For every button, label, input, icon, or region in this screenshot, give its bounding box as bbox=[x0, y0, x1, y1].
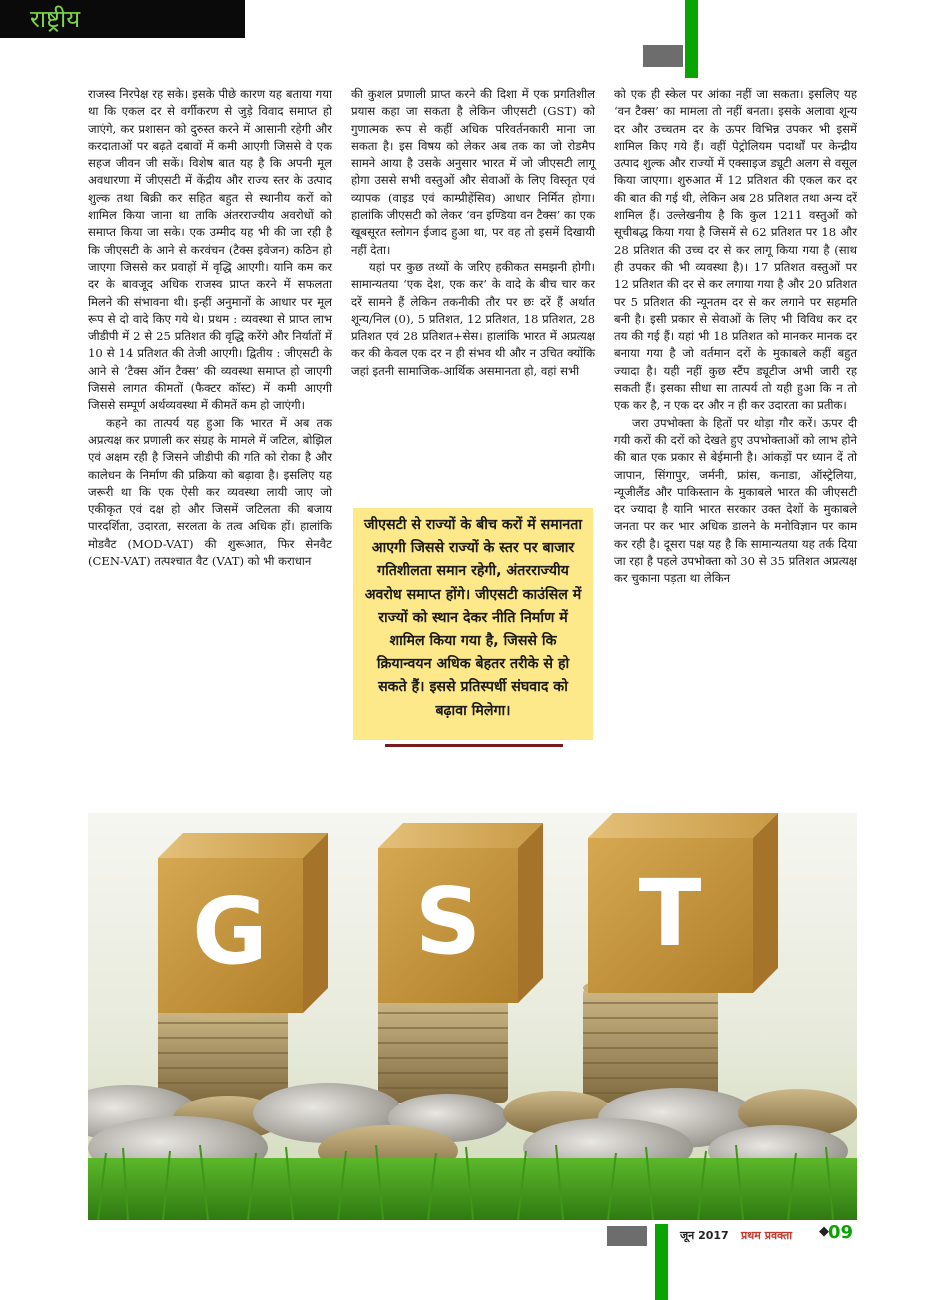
paragraph: कहने का तात्पर्य यह हुआ कि भारत में अब तक अप्रत्यक्ष कर प्रणाली कर संग्रह के मामले में जटिल, बोझिल एवं अक्षम रही है जिसने जीडीपी की गति को रोका है और कालेधन के निर्माण की प्रक्रिया को बढ़ावा है। इसलिए यह जरूरी था कि एक ऐसी कर व्यवस्था लायी जाए जो एकीकृत एवं दक्ष हो और जिसमें जटिलता की बजाय पारदर्शिता, उदारता, सरलता के तत्व अधिक हों। हालांकि मोडवैट (MOD-VAT) की शुरूआत, फिर सेनवैट (CEN-VAT) तत्पश्चात वैट (VAT) को भी कराधान bbox=[88, 415, 332, 569]
issue-date: जून 2017 bbox=[680, 1229, 729, 1242]
block-g bbox=[158, 833, 328, 1013]
paragraph: को एक ही स्केल पर आंका नहीं जा सकता। इसलिए यह ‘वन टैक्स’ का मामला तो नहीं बनता। इसके अलावा शून्य दर और उच्चतम दर के ऊपर विभिन्न उपकर भी इसमें शामिल किए गये हैं। वहीं पेट्रोलियम पदार्थों पर केन्द्रीय उत्पाद शुल्क और राज्यों में एक्साइज ड्यूटी अलग से वसूल किया जाएगा। शुरुआत में 12 प्रतिशत की एकल कर दर की बात की गई थी, लेकिन अब 28 प्रतिशत तथा अन्य दरें शामिल हैं। उल्लेखनीय है कि कुल 1211 वस्तुओं को सूचीबद्ध किया गया है जिसमें से 62 प्रतिशत पर 18 और 28 प्रतिशत की उच्च दर से कर लागू किया गया है (साथ ही उपकर की भी व्यवस्था है)। 17 प्रतिशत वस्तुओं पर 12 प्रतिशत की दर से कर लगाया गया है और 20 प्रतिशत पर 5 प्रतिशत की न्यूनतम दर से कर लगाने पर सहमति बनी है। इसी प्रकार से सेवाओं के लिए भी विविध कर दर तय की गई हैं। यहां भी 18 प्रतिशत को मानकर मानक दर बनाया गया है जो वर्तमान दरों के मुकाबले कहीं बहुत ज्यादा है। यही नहीं कुछ स्टैंप ड्यूटीज अभी जारी रह सकती हैं। इसका सीधा सा तात्पर्य तो यही हुआ कि न तो एक कर है, न एक दर और न ही कर उदारता का प्रतीक। bbox=[614, 87, 857, 413]
block-t bbox=[588, 813, 778, 993]
coin-stack-right bbox=[583, 976, 718, 1103]
top-grey-block bbox=[643, 45, 683, 67]
pull-quote-rule bbox=[385, 744, 563, 747]
section-label: राष्ट्रीय bbox=[0, 0, 245, 38]
article-column-1 bbox=[88, 86, 332, 570]
article-column-3 bbox=[614, 86, 857, 588]
paragraph: राजस्व निरपेक्ष रह सके। इसके पीछे कारण यह बताया गया था कि एकल दर से वर्गीकरण से जुड़े विवाद समाप्त हो जाएंगे, कर प्रशासन को दुरुस्त करने में आसानी रहेगी और करदाताओं पर बढ़ते दबावों में कमी आएगी जिससे वे एक सहज जीवन जी सकें। विशेष बात यह है कि अपनी मूल अवधारणा में जीएसटी में केंद्रीय और राज्य स्तर के उत्पाद शुल्क तथा बिक्री कर सहित बहुत से स्थानीय करों को शामिल किया जाना था ताकि अंतरराज्यीय अवरोधों को समाप्त किया जा सके। एक उम्मीद यह भी की जा रही है कि जीएसटी के आने से करवंचन (टैक्स इवेजन) कठिन हो जाएगा जिससे कर प्रवाहों में वृद्धि आएगी। यानि कम कर दर के बावजूद अधिक राजस्व प्राप्त करने में सफलता मिलने की संभावना थी। इन्हीं अनुमानों के आधार पर मूल रूप से दो वादे किए गये थे। प्रथम : व्यवस्था से प्राप्त लाभ जीडीपी में 2 से 25 प्रतिशत की वृद्धि करेंगे और निर्यातों में 10 से 14 प्रतिशत की तेजी आएगी। द्वितीय : जीएसटी के आने से ‘टैक्स ऑन टैक्स’ की व्यवस्था समाप्त हो जाएगी जिससे लागत कीमतों (फैक्टर कॉस्ट) में कमी आएगी जिससे सम्पूर्ण अर्थव्यवस्था में कीमतें कम हो जाएंगी। bbox=[88, 87, 332, 413]
coin-stack-middle bbox=[378, 986, 508, 1103]
magazine-name: प्रथम प्रवक्ता bbox=[741, 1229, 793, 1242]
page-number: 09 bbox=[828, 1222, 854, 1243]
block-s bbox=[378, 823, 543, 1003]
block-letter: T bbox=[638, 860, 702, 967]
block-letter: S bbox=[414, 868, 482, 975]
top-green-bar bbox=[685, 0, 698, 78]
footer-green-bar bbox=[655, 1224, 668, 1300]
gst-illustration bbox=[88, 813, 857, 1220]
paragraph: जरा उपभोक्ता के हितों पर थोड़ा गौर करें। ऊपर दी गयी करों की दरों को देखते हुए उपभोक्ताओं को लाभ होने की बात एक प्रकार से बेईमानी है। आंकड़ों पर ध्यान दें तो जापान, सिंगापुर, जर्मनी, फ्रांस, कनाडा, ऑस्ट्रेलिया, न्यूजीलैंड और पाकिस्तान के मुकाबले भारत की जीएसटी दर ज्यादा है यानि भारत सरकार उक्त देशों के मुकाबले जनता पर कर भार अधिक डालने के मनोविज्ञान पर काम कर रही है। दूसरा पक्ष यह है कि सामान्यतया यह तर्क दिया जा रहा है पहले उपभोक्ता को 30 से 35 प्रतिशत अप्रत्यक्ष कर चुकाना पड़ता था लेकिन bbox=[614, 415, 857, 586]
block-letter: G bbox=[192, 878, 268, 985]
pull-quote: जीएसटी से राज्यों के बीच करों में समानता आएगी जिससे राज्यों के स्तर पर बाजार गतिशीलता समान रहेगी, अंतरराज्यीय अवरोध समाप्त होंगे। जीएसटी काउंसिल में राज्यों को स्थान देकर नीति निर्माण में शामिल किया गया है, जिससे कि क्रियान्वयन अधिक बेहतर तरीके से हो सकते हैं। इससे प्रतिस्पर्धी संघवाद को बढ़ावा मिलेगा। bbox=[353, 508, 593, 740]
paragraph: की कुशल प्रणाली प्राप्त करने की दिशा में एक प्रगतिशील प्रयास कहा जा सकता है लेकिन जीएसटी (GST) को गुणात्मक रूप से कहीं अधिक परिवर्तनकारी माना जा सकता है। इस विषय को लेकर अब तक का जो रोडमैप सामने आया है उसके अनुसार भारत में जो जीएसटी लागू होगा उससे सभी वस्तुओं और सेवाओं के लिए विस्तृत एवं व्यापक (वाइड एवं काम्प्रीहेंसिव) आधार निर्मित होगा। हालांकि जीएसटी को लेकर ‘वन इण्डिया वन टैक्स’ का एक खूबसूरत स्लोगन ईजाद हुआ था, पर वह तो इसमें दिखायी नहीं देता। bbox=[351, 87, 595, 257]
paragraph: यहां पर कुछ तथ्यों के जरिए हकीकत समझनी होगी। सामान्यतया ‘एक देश, एक कर’ के वादे के बीच चार कर दरें सामने हैं लेकिन तकनीकी तौर पर छः दरें हैं अर्थात शून्य/निल (0), 5 प्रतिशत, 12 प्रतिशत, 18 प्रतिशत, 28 प्रतिशत एवं 28 प्रतिशत+सेस। हालांकि भारत में अप्रत्यक्ष कर की केवल एक दर न ही संभव थी और न उचित क्योंकि जहां इतनी सामाजिक-आर्थिक असमानता हो, वहां सभी bbox=[351, 259, 595, 378]
footer-grey-block bbox=[607, 1226, 647, 1246]
footer-separator-icon: ◆ bbox=[819, 1224, 829, 1239]
article-column-2 bbox=[351, 86, 595, 380]
gst-photo bbox=[88, 813, 857, 1220]
